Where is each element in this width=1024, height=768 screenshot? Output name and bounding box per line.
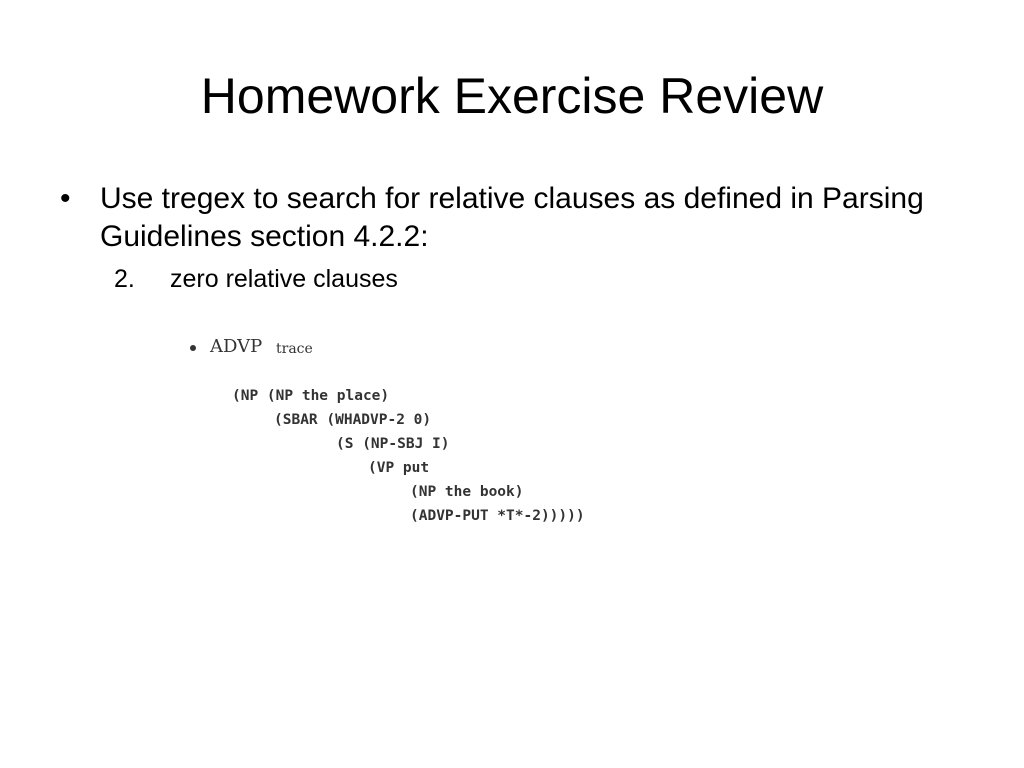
tree-line: (NP the book) bbox=[410, 484, 524, 500]
slide-title: Homework Exercise Review bbox=[200, 68, 824, 124]
bullet-symbol: • bbox=[60, 182, 71, 215]
subitem-text: zero relative clauses bbox=[170, 265, 398, 293]
figure-label-advp: ADVP bbox=[210, 336, 263, 357]
tree-line: (VP put bbox=[368, 460, 430, 476]
figure-bullet-dot bbox=[190, 345, 196, 351]
bullet-text: Use tregex to search for relative clauses as defined in Parsing Guidelines section 4.2.2: bbox=[100, 182, 924, 253]
tree-line: (NP (NP the place) bbox=[232, 388, 390, 404]
figure-label-trace: trace bbox=[276, 341, 313, 357]
subitem-number: 2. bbox=[114, 265, 135, 293]
tree-line: (S (NP-SBJ I) bbox=[336, 436, 450, 452]
tree-line: (ADVP-PUT *T*-2))))) bbox=[410, 508, 585, 524]
parse-tree-figure bbox=[186, 334, 646, 534]
tree-line: (SBAR (WHADVP-2 0) bbox=[274, 412, 432, 428]
